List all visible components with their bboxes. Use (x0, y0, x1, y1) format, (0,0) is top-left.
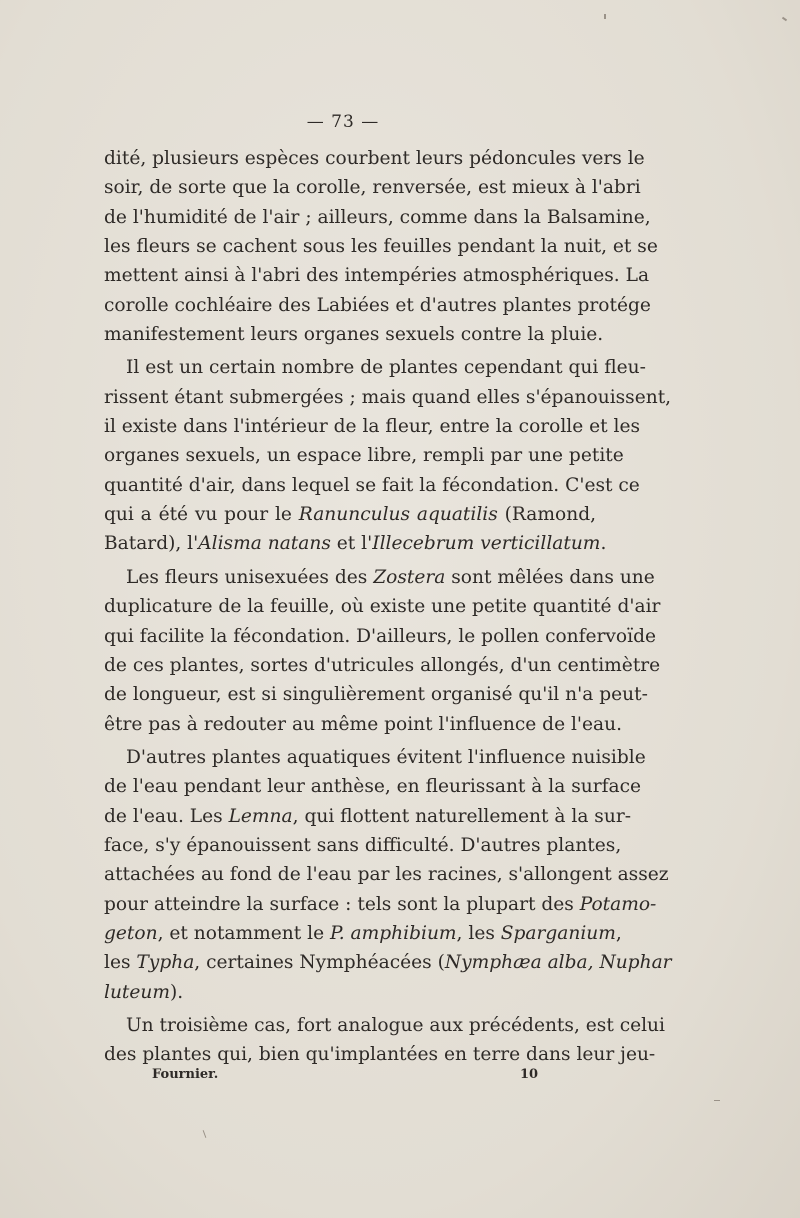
printer-signature: Fournier. (152, 1067, 219, 1082)
text-line: Batard), l'Alisma natans et l'Illecebrum verticillatum. (104, 533, 607, 555)
text-line: les fleurs se cachent sous les feuilles pendant la nuit, et se (104, 236, 658, 258)
page-mark (782, 17, 787, 22)
text-line: geton, et notamment le P. amphibium, les Sparganium, (104, 922, 622, 944)
text-line: manifestement leurs organes sexuels contre la pluie. (104, 324, 604, 346)
text-line: duplicature de la feuille, où existe une petite quantité d'air (104, 596, 661, 618)
text-line: il existe dans l'intérieur de la fleur, entre la corolle et les (104, 416, 641, 438)
text-line: qui a été vu pour le Ranunculus aquatilis (Ramond, (104, 504, 597, 526)
text-line: face, s'y épanouissent sans difficulté. D'autres plantes, (104, 834, 622, 856)
page-mark (203, 1130, 207, 1138)
page-mark (714, 1100, 720, 1101)
text-line: être pas à redouter au même point l'influence de l'eau. (104, 713, 623, 735)
text-line: soir, de sorte que la corolle, renversée, est mieux à l'abri (104, 177, 641, 199)
text-line: Un troisième cas, fort analogue aux précédents, est celui (126, 1014, 665, 1036)
text-line: des plantes qui, bien qu'implantées en terre dans leur jeu- (104, 1044, 656, 1066)
text-line: attachées au fond de l'eau par les racines, s'allongent assez (104, 864, 669, 886)
text-line: corolle cochléaire des Labiées et d'autres plantes protége (104, 294, 651, 316)
text-line: Les fleurs unisexuées des Zostera sont mêlées dans une (126, 566, 655, 588)
sheet-number: 10 (520, 1067, 539, 1082)
text-line: Il est un certain nombre de plantes cependant qui fleu- (126, 357, 646, 379)
page-mark (604, 14, 606, 19)
text-line: de l'eau. Les Lemna, qui flottent naturellement à la sur- (104, 805, 631, 827)
text-line: luteum). (104, 981, 184, 1003)
text-line: de l'humidité de l'air ; ailleurs, comme dans la Balsamine, (104, 206, 651, 228)
text-line: de longueur, est si singulièrement organisé qu'il n'a peut- (104, 684, 648, 706)
text-line: rissent étant submergées ; mais quand elles s'épanouissent, (104, 386, 672, 408)
text-line: organes sexuels, un espace libre, rempli par une petite (104, 445, 624, 467)
page-number: — 73 — (306, 112, 380, 132)
text-line: dité, plusieurs espèces courbent leurs pédoncules vers le (104, 148, 645, 169)
text-line: pour atteindre la surface : tels sont la plupart des Potamo- (104, 893, 657, 915)
text-line: qui facilite la fécondation. D'ailleurs, le pollen confervoïde (104, 625, 656, 647)
text-line: mettent ainsi à l'abri des intempéries atmosphériques. La (104, 265, 650, 287)
text-line: D'autres plantes aquatiques évitent l'influence nuisible (126, 746, 646, 768)
body-text (104, 144, 672, 1070)
text-line: les Typha, certaines Nymphéacées (Nymphæa alba, Nuphar (104, 952, 672, 974)
text-line: de ces plantes, sortes d'utricules allongés, d'un centimètre (104, 654, 661, 676)
text-line: de l'eau pendant leur anthèse, en fleurissant à la surface (104, 776, 642, 798)
text-line: quantité d'air, dans lequel se fait la fécondation. C'est ce (104, 474, 640, 496)
